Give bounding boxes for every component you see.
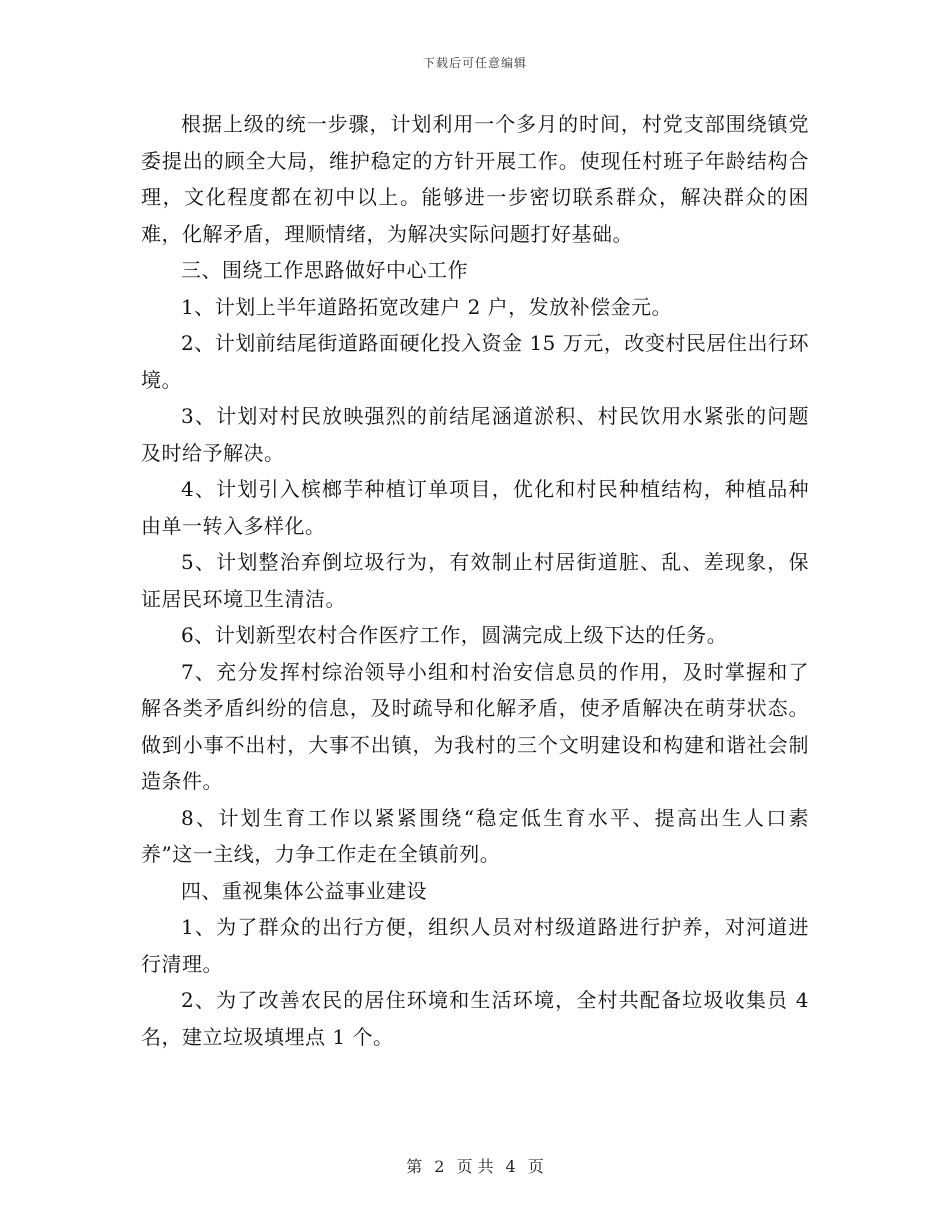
total-pages-number: 4 [505, 1157, 516, 1176]
page-footer-suffix: 页 [527, 1157, 544, 1176]
page-footer-middle: 页 共 [456, 1157, 494, 1176]
header-note: 下载后可任意编辑 [422, 56, 527, 70]
list-item-culvert-water: 3、计划对村民放映强烈的前结尾涵道淤积、村民饮用水紧张的问题及时给予解决。 [141, 404, 809, 465]
section-heading-4: 四、重视集体公益事业建设 [181, 878, 427, 903]
current-page-number: 2 [434, 1157, 445, 1176]
list-item-garbage-collectors: 2、为了改善农民的居住环境和生活环境，全村共配备垃圾收集员 4 名，建立垃圾填埋点 1 个。 [141, 988, 809, 1049]
list-item-road-widening: 1、计划上半年道路拓宽改建户 2 户，发放补偿金元。 [181, 294, 673, 319]
document-body [141, 106, 809, 1055]
list-item-family-planning: 8、计划生育工作以紧紧围绕“稳定低生育水平、提高出生人口素养”这一主线，力争工作走在全镇前列。 [141, 805, 809, 866]
list-item-public-security: 7、充分发挥村综治领导小组和村治安信息员的作用，及时掌握和了解各类矛盾纠纷的信息，及时疏导和化解矛盾，使矛盾解决在萌芽状态。做到小事不出村，大事不出镇，为我村的三个文明建设和构建和谐社会制造条件。 [141, 659, 809, 793]
list-item-road-hardening: 2、计划前结尾街道路面硬化投入资金 15 万元，改变村民居住出行环境。 [141, 331, 809, 392]
list-item-road-maintenance: 1、为了群众的出行方便，组织人员对村级道路进行护养，对河道进行清理。 [141, 915, 809, 976]
list-item-taro-planting: 4、计划引入槟榔芋种植订单项目，优化和村民种植结构，种植品种由单一转入多样化。 [141, 477, 809, 538]
page-number-footer [0, 1154, 950, 1177]
page-footer-prefix: 第 [406, 1157, 423, 1176]
paragraph-intro: 根据上级的统一步骤，计划利用一个多月的时间，村党支部围绕镇党委提出的顾全大局，维护稳定的方针开展工作。使现任村班子年龄结构合理，文化程度都在初中以上。能够进一步密切联系群众，解决群众的困难，化解矛盾，理顺情绪，为解决实际问题打好基础。 [141, 112, 809, 246]
section-heading-3: 三、围绕工作思路做好中心工作 [181, 258, 468, 282]
list-item-medical-cooperation: 6、计划新型农村合作医疗工作，圆满完成上级下达的任务。 [181, 623, 728, 647]
list-item-garbage-control: 5、计划整治弃倒垃圾行为，有效制止村居街道脏、乱、差现象，保证居民环境卫生清洁。 [141, 550, 809, 611]
